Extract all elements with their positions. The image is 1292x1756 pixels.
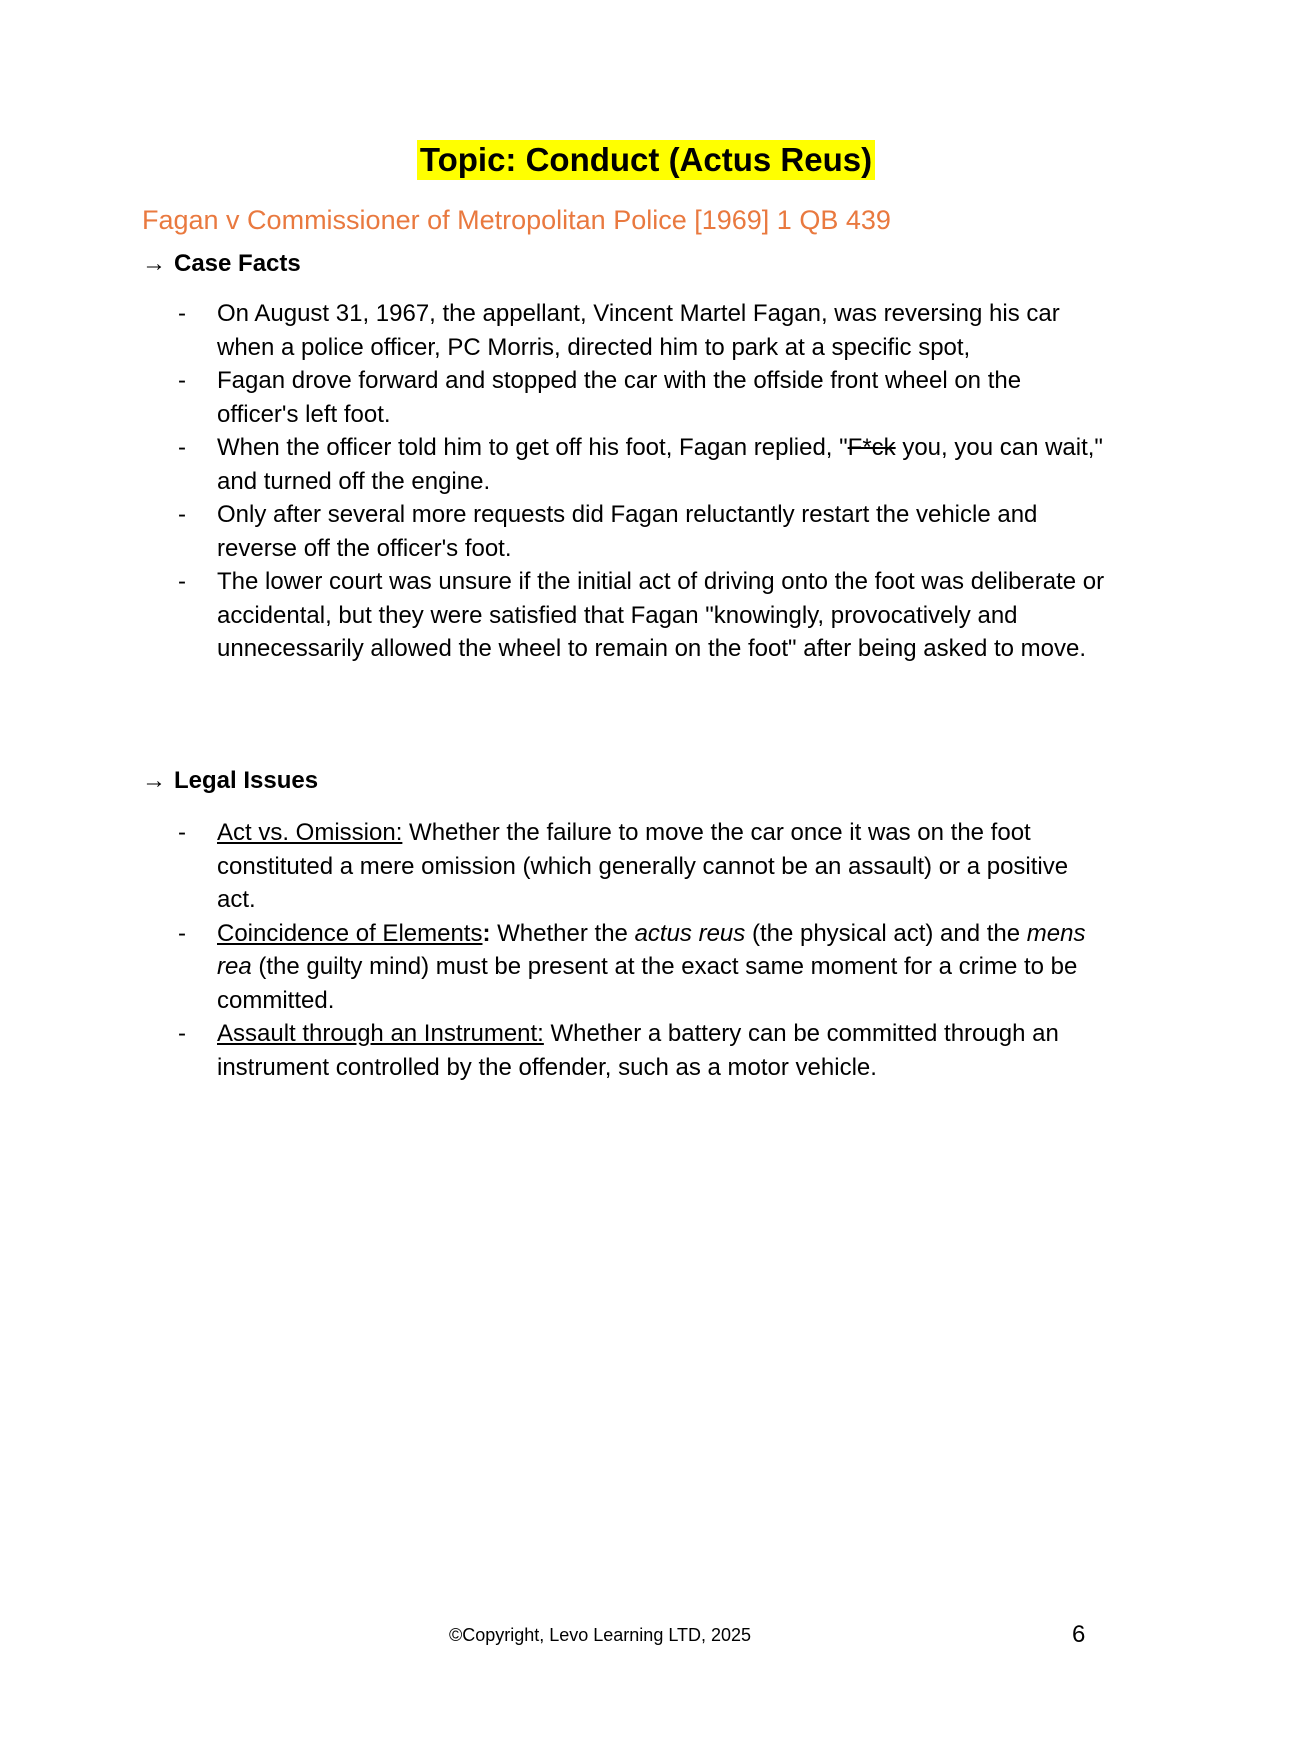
legal-issues-heading <box>142 766 318 796</box>
bullet-dash: - <box>178 1020 186 1047</box>
topic-heading: Topic: Conduct (Actus Reus) <box>417 140 875 180</box>
bullet-dash: - <box>178 300 186 327</box>
bullet-dash: - <box>178 367 186 394</box>
case-title: Fagan v Commissioner of Metropolitan Police [1969] 1 QB 439 <box>142 205 891 235</box>
list-item <box>178 816 1108 917</box>
issue-colon: : <box>482 919 491 947</box>
bullet-dash: - <box>178 919 186 947</box>
bullet-dash: - <box>178 434 186 461</box>
page-number: 6 <box>1072 1621 1086 1648</box>
list-item <box>178 1017 1108 1084</box>
issue-text: Whether a battery can be committed through an instrument controlled by the offender, such as a motor vehicle. <box>217 1020 1059 1081</box>
issue-text-part: (the physical act) and the <box>745 919 1027 947</box>
struck-word: F*ck <box>847 434 896 461</box>
case-facts-list <box>178 297 1108 666</box>
list-item <box>178 431 1108 498</box>
list-item-text: Only after several more requests did Fagan reluctantly restart the vehicle and reverse off the officer's foot. <box>217 501 1038 562</box>
italic-term-mens-rea: mens rea <box>217 919 1086 980</box>
right-arrow-icon: → <box>142 250 166 277</box>
issue-text: Whether the failure to move the car once it was on the foot constituted a mere omission (which generally cannot be an assault) or a positive act. <box>217 819 1069 913</box>
issue-label: Act vs. Omission: <box>217 819 403 846</box>
topic-heading-wrap <box>0 140 1292 180</box>
list-item-text-after: you, you can wait," and turned off the engine. <box>217 434 1103 495</box>
bullet-dash: - <box>178 819 186 846</box>
list-item-text: On August 31, 1967, the appellant, Vincent Martel Fagan, was reversing his car when a police officer, PC Morris, directed him to park at a specific spot, <box>217 300 1060 361</box>
list-item <box>178 565 1108 666</box>
list-item-text: Fagan drove forward and stopped the car with the offside front wheel on the officer's left foot. <box>217 367 1022 428</box>
case-facts-heading-label: Case Facts <box>174 250 301 277</box>
list-item-text-before: When the officer told him to get off his foot, Fagan replied, " <box>217 434 848 461</box>
bullet-dash: - <box>178 501 186 528</box>
list-item <box>178 498 1108 565</box>
issue-text-part: Whether the <box>490 919 635 947</box>
case-facts-heading <box>142 249 301 279</box>
list-item-text: The lower court was unsure if the initial act of driving onto the foot was deliberate or accidental, but they were satisfied that Fagan "knowingly, provocatively and unnecessarily allowed the wheel to remain on the foot" after being asked to move. <box>217 568 1105 662</box>
bullet-dash: - <box>178 568 186 595</box>
issue-label: Coincidence of Elements <box>217 919 483 947</box>
legal-issues-list <box>178 816 1108 1084</box>
legal-issues-heading-label: Legal Issues <box>174 767 319 794</box>
list-item <box>178 917 1108 1018</box>
list-item <box>178 364 1108 431</box>
issue-text-part: (the guilty mind) must be present at the exact same moment for a crime to be committed. <box>217 953 1078 1014</box>
right-arrow-icon: → <box>142 767 166 794</box>
list-item <box>178 297 1108 364</box>
copyright-footer: ©Copyright, Levo Learning LTD, 2025 <box>448 1625 752 1645</box>
issue-label: Assault through an Instrument: <box>217 1020 544 1047</box>
italic-term-actus-reus: actus reus <box>634 919 746 947</box>
